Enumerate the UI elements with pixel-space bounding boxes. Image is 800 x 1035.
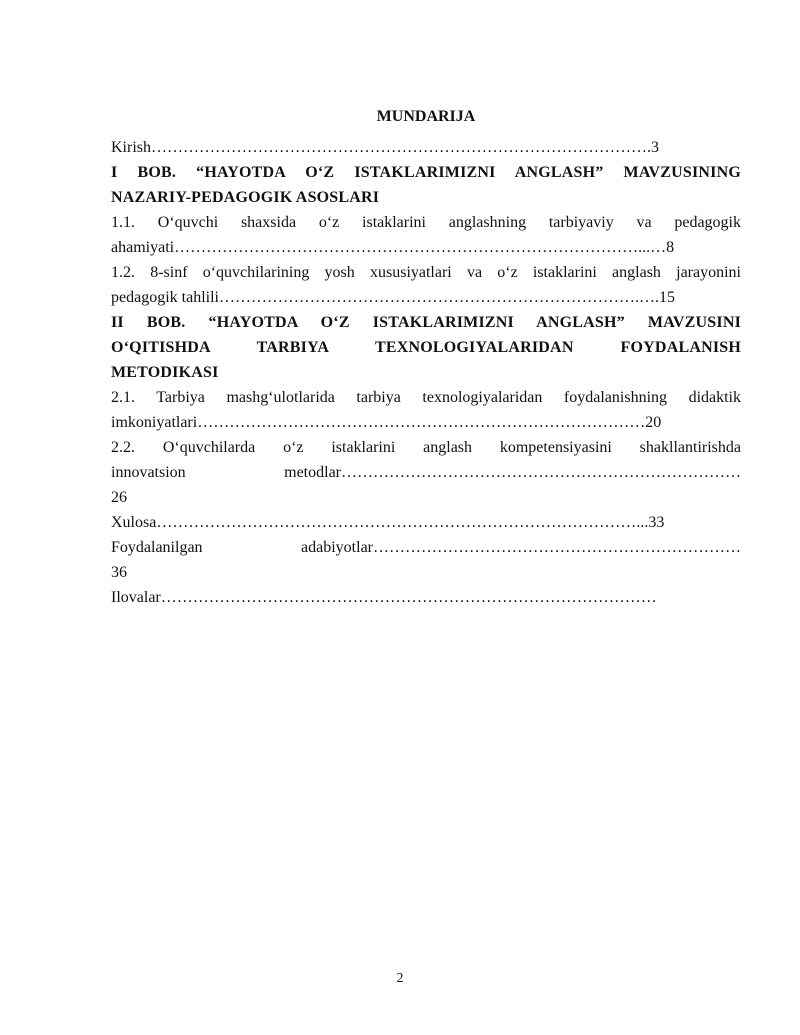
toc-line: 2.2. O‘quvchilarda o‘z istaklarini anglash kompetensiyasini shakllantirishda [111,439,741,456]
toc-line: pedagogik tahlili…………………………………………………………………….….15 [111,289,675,306]
toc-line: Xulosa………………………………………………………………………………...33 [111,514,665,531]
toc-line: O‘QITISHDA TARBIYA TEXNOLOGIYALARIDAN FOYDALANISH [111,339,741,356]
toc-line: II BOB. “HAYOTDA O‘Z ISTAKLARIMIZNI ANGLASH” MAVZUSINI [111,314,741,331]
toc-line: 36 [111,564,127,581]
toc-entry-section-1-2[interactable] [111,260,741,310]
toc-line: I BOB. “HAYOTDA O‘Z ISTAKLARIMIZNI ANGLASH” MAVZUSINING [111,164,741,181]
toc-entry-conclusion[interactable] [111,510,741,535]
toc-entry-section-2-2[interactable] [111,435,741,510]
toc-line: 1.1. O‘quvchi shaxsida o‘z istaklarini anglashning tarbiyaviy va pedagogik [111,214,741,231]
toc-line: Ilovalar………………………………………………………………………………… [111,589,657,606]
toc-entry-section-2-1[interactable] [111,385,741,435]
toc-entry-chapter-1[interactable] [111,160,741,210]
toc-entry-references[interactable] [111,535,741,585]
toc-line: 1.2. 8-sinf o‘quvchilarining yosh xususiyatlari va o‘z istaklarini anglash jarayonini [111,264,741,281]
page-number: 2 [396,971,404,986]
toc-line: Kirish………………………………………………………………………………….3 [111,139,659,156]
toc-entry-appendices[interactable] [111,585,741,610]
toc-line: NAZARIY-PEDAGOGIK ASOSLARI [111,189,380,206]
toc-line: Foydalanilgan adabiyotlar…………………………………………………………… [111,539,741,556]
toc-entry-chapter-2[interactable] [111,310,741,385]
toc-line: innovatsion metodlar………………………………………………………………… [111,464,741,481]
toc-entry-section-1-1[interactable] [111,210,741,260]
toc-line: imkoniyatlari…………………………………………………………………………20 [111,414,662,431]
toc-line: ahamiyati……………………………………………………………………………...…8 [111,239,675,256]
page-title: MUNDARIJA [376,108,476,125]
table-of-contents [111,104,741,610]
toc-line: 26 [111,489,127,506]
toc-line: METODIKASI [111,364,219,381]
toc-line: 2.1. Tarbiya mashg‘ulotlarida tarbiya texnologiyalaridan foydalanishning didaktik [111,389,741,406]
toc-entry-introduction[interactable] [111,135,741,160]
